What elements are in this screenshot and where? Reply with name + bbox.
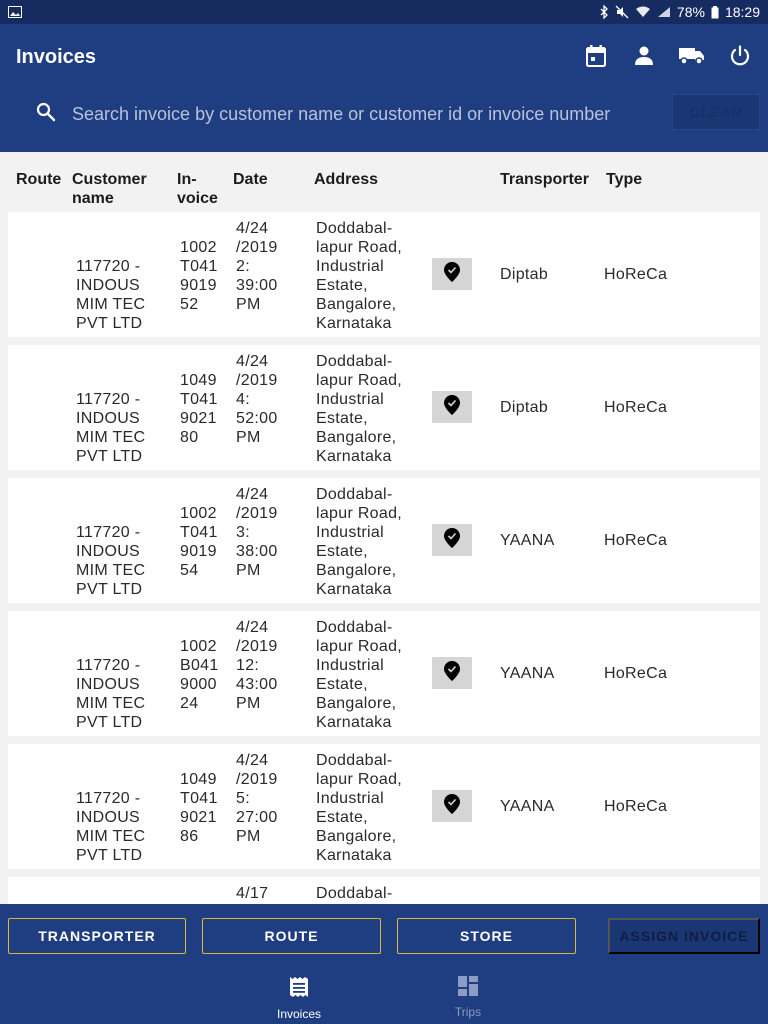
header-actions <box>578 38 758 74</box>
invoice-number-cell <box>180 238 230 314</box>
invoice-number-cell-line: 9000 <box>180 676 217 693</box>
table-row[interactable] <box>8 478 760 603</box>
invoice-number-cell-line: B041 <box>180 657 219 674</box>
invoice-number-cell <box>180 504 230 580</box>
date-cell <box>236 219 312 314</box>
address-cell-line: Industrial <box>316 790 384 807</box>
date-cell-line: PM <box>236 296 261 313</box>
date-cell-line: PM <box>236 562 261 579</box>
invoice-number-cell-line: 86 <box>180 828 199 845</box>
bluetooth-icon <box>599 5 609 19</box>
date-cell <box>236 884 312 903</box>
search-icon <box>36 102 56 127</box>
date-cell <box>236 485 312 580</box>
transporter-cell: Diptab <box>500 399 549 416</box>
address-cell-line: Bangalore, <box>316 429 397 446</box>
battery-icon <box>711 6 719 19</box>
address-cell-line: Industrial <box>316 657 384 674</box>
invoice-number-cell <box>180 770 230 846</box>
invoice-number-cell-line: 1002 <box>180 239 217 256</box>
type-cell: HoReCa <box>604 399 668 416</box>
invoice-number-cell-line: 9021 <box>180 809 217 826</box>
location-pin-icon <box>444 528 460 553</box>
date-cell-line: 27:00 <box>236 809 278 826</box>
date-cell-line: 52:00 <box>236 410 278 427</box>
address-cell-line: Karnataka <box>316 714 392 731</box>
bottom-navigation <box>0 968 768 1024</box>
clock: 18:29 <box>724 4 760 20</box>
invoice-list[interactable] <box>0 152 768 904</box>
date-cell-line: PM <box>236 429 261 446</box>
date-cell-line: PM <box>236 695 261 712</box>
date-cell-line: /2019 <box>236 372 278 389</box>
table-row[interactable] <box>8 877 760 904</box>
clear-button[interactable]: CLEAR <box>672 94 760 130</box>
type-cell: HoReCa <box>604 665 668 682</box>
date-cell-line: 38:00 <box>236 543 278 560</box>
table-header <box>0 152 768 212</box>
page-title: Invoices <box>16 46 97 68</box>
address-cell <box>316 219 426 333</box>
assign-invoice-button[interactable]: ASSIGN INVOICE <box>608 918 760 954</box>
invoice-number-cell-line: 1002 <box>180 638 217 655</box>
date-cell-line: PM <box>236 828 261 845</box>
invoice-number-cell-line: T041 <box>180 391 218 408</box>
type-cell: HoReCa <box>604 798 668 815</box>
address-cell-line: Doddabal- <box>316 885 393 902</box>
date-cell-line: 4/24 <box>236 752 269 769</box>
address-cell <box>316 618 426 732</box>
date-cell-line: 39:00 <box>236 277 278 294</box>
date-cell-line: 12: <box>236 657 260 674</box>
customer-name-cell: 117720 - INDOUS MIM TEC PVT LTD <box>76 258 146 332</box>
address-cell-line: Doddabal- <box>316 486 393 503</box>
address-cell-line: lapur Road, <box>316 372 403 389</box>
invoice-number-cell-line: T041 <box>180 790 218 807</box>
table-row[interactable] <box>8 611 760 736</box>
date-cell-line: /2019 <box>236 771 278 788</box>
date-cell-line: 43:00 <box>236 676 278 693</box>
customer-name-cell: 117720 - INDOUS MIM TEC PVT LTD <box>76 657 146 731</box>
date-cell-line: /2019 <box>236 239 278 256</box>
address-cell-line: Estate, <box>316 676 368 693</box>
type-cell: HoReCa <box>604 532 668 549</box>
map-location-button[interactable] <box>432 391 472 423</box>
address-cell-line: Karnataka <box>316 847 392 864</box>
address-cell-line: Estate, <box>316 809 368 826</box>
invoice-number-cell-line: 54 <box>180 562 199 579</box>
nav-tab-trips[interactable] <box>418 976 518 1019</box>
invoice-number-cell-line: 9021 <box>180 410 217 427</box>
date-cell <box>236 352 312 447</box>
column-header-date: Date <box>233 171 268 188</box>
transporter-button[interactable]: TRANSPORTER <box>8 918 186 954</box>
customer-name-cell: 117720 - INDOUS MIM TEC PVT LTD <box>76 524 146 598</box>
invoice-number-cell-line: 24 <box>180 695 199 712</box>
date-cell-line: /2019 <box>236 638 278 655</box>
address-cell-line: Karnataka <box>316 315 392 332</box>
address-cell-line: Bangalore, <box>316 695 397 712</box>
address-cell-line: lapur Road, <box>316 505 403 522</box>
invoice-number-cell-line: T041 <box>180 524 218 541</box>
invoice-number-cell <box>180 637 230 713</box>
route-button[interactable]: ROUTE <box>202 918 381 954</box>
column-header-customer-name: Customer name <box>72 171 147 207</box>
address-cell-line: Industrial <box>316 391 384 408</box>
date-cell <box>236 751 312 846</box>
invoice-number-cell-line: 1002 <box>180 505 217 522</box>
address-cell-line: Doddabal- <box>316 752 393 769</box>
address-cell-line: Doddabal- <box>316 353 393 370</box>
column-header-transporter: Transporter <box>500 171 589 188</box>
address-cell <box>316 485 426 599</box>
nav-tab-invoices[interactable] <box>249 976 349 1021</box>
location-pin-icon <box>444 794 460 819</box>
table-row[interactable] <box>8 212 760 337</box>
map-location-button[interactable] <box>432 790 472 822</box>
invoice-icon <box>289 976 309 1003</box>
address-cell-line: Karnataka <box>316 581 392 598</box>
invoice-number-cell <box>180 371 230 447</box>
date-cell-line: 5: <box>236 790 250 807</box>
date-cell-line: 4/17 <box>236 885 269 902</box>
person-icon[interactable] <box>626 38 662 74</box>
dashboard-icon <box>458 976 478 1001</box>
map-location-button[interactable] <box>432 524 472 556</box>
address-cell-line: lapur Road, <box>316 638 403 655</box>
transporter-cell: YAANA <box>500 532 555 549</box>
address-cell <box>316 352 426 466</box>
date-cell-line: 4/24 <box>236 220 269 237</box>
date-cell-line: 2: <box>236 258 250 275</box>
battery-level: 78% <box>676 4 705 20</box>
address-cell-line: Doddabal- <box>316 220 393 237</box>
address-cell-line: Estate, <box>316 410 368 427</box>
location-pin-icon <box>444 395 460 420</box>
map-location-button[interactable] <box>432 258 472 290</box>
store-button[interactable]: STORE <box>397 918 576 954</box>
address-cell-line: Bangalore, <box>316 296 397 313</box>
transporter-cell: Diptab <box>500 266 549 283</box>
app-header <box>0 24 768 152</box>
power-icon[interactable] <box>722 38 758 74</box>
nav-label-invoices: Invoices <box>276 1007 322 1021</box>
location-pin-icon <box>444 661 460 686</box>
search-input[interactable] <box>72 98 652 130</box>
address-cell-line: Bangalore, <box>316 562 397 579</box>
transporter-cell: YAANA <box>500 665 555 682</box>
invoice-number-cell-line: 1049 <box>180 372 217 389</box>
location-pin-icon <box>444 262 460 287</box>
search-bar <box>0 92 768 136</box>
customer-name-cell: 117720 - INDOUS MIM TEC PVT LTD <box>76 391 146 465</box>
action-bar <box>0 904 768 968</box>
mute-icon <box>615 5 629 19</box>
address-cell-line: Industrial <box>316 524 384 541</box>
type-cell: HoReCa <box>604 266 668 283</box>
column-header-route: Route <box>16 171 62 188</box>
invoice-number-cell-line: 9019 <box>180 277 217 294</box>
invoice-number-cell-line: 9019 <box>180 543 217 560</box>
address-cell-line: Doddabal- <box>316 619 393 636</box>
column-header-address: Address <box>314 171 379 188</box>
table-row[interactable] <box>8 744 760 869</box>
date-cell-line: /2019 <box>236 505 278 522</box>
date-cell-line: 4/24 <box>236 619 269 636</box>
status-bar <box>0 0 768 24</box>
date-cell-line: 3: <box>236 524 250 541</box>
truck-icon[interactable] <box>674 38 710 74</box>
transporter-cell: YAANA <box>500 798 555 815</box>
invoice-number-cell-line: 80 <box>180 429 199 446</box>
address-cell-line: Bangalore, <box>316 828 397 845</box>
address-cell-line: Industrial <box>316 258 384 275</box>
customer-name-cell: 117720 - INDOUS MIM TEC PVT LTD <box>76 790 146 864</box>
wifi-icon <box>635 6 651 18</box>
address-cell-line: lapur Road, <box>316 771 403 788</box>
address-cell-line: Estate, <box>316 543 368 560</box>
table-row[interactable] <box>8 345 760 470</box>
date-cell-line: 4/24 <box>236 486 269 503</box>
address-cell-line: Karnataka <box>316 448 392 465</box>
address-cell <box>316 884 426 903</box>
invoice-number-cell-line: 52 <box>180 296 199 313</box>
invoice-number-cell-line: 1049 <box>180 771 217 788</box>
address-cell <box>316 751 426 865</box>
date-cell-line: 4: <box>236 391 250 408</box>
date-cell-line: 4/24 <box>236 353 269 370</box>
calendar-icon[interactable] <box>578 38 614 74</box>
signal-icon <box>657 6 671 18</box>
map-location-button[interactable] <box>432 657 472 689</box>
invoice-number-cell-line: T041 <box>180 258 218 275</box>
nav-label-trips: Trips <box>454 1005 482 1019</box>
gallery-icon <box>8 6 22 18</box>
date-cell <box>236 618 312 713</box>
address-cell-line: lapur Road, <box>316 239 403 256</box>
column-header-invoice: In-voice <box>177 171 218 207</box>
address-cell-line: Estate, <box>316 277 368 294</box>
column-header-type: Type <box>606 171 643 188</box>
